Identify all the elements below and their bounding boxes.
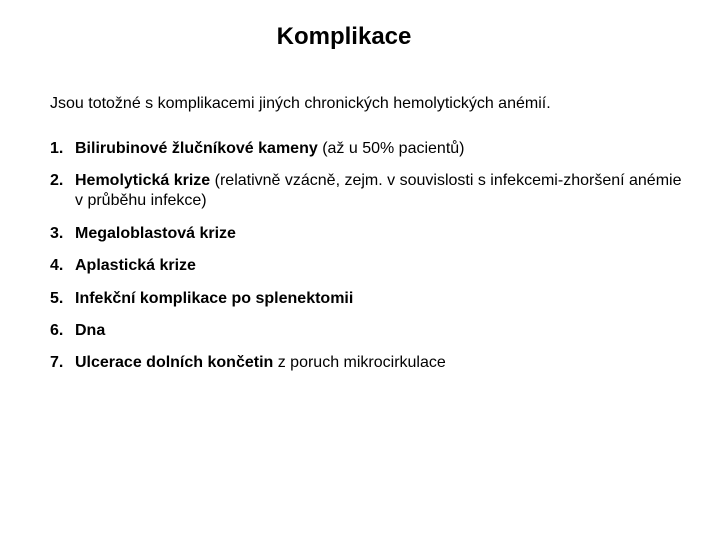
list-item-bold-text: Ulcerace dolních končetin [75,354,274,372]
list-item-bold-text: Bilirubinové žlučníkové kameny [75,140,318,157]
list-item-bold-text: Aplastická krize [75,257,196,275]
list-item [50,139,690,159]
list-item-text: z poruch mikrocirkulace [273,354,446,372]
list-item-bold-text: Hemolytická krize [75,172,211,190]
list-item-bold-text: Megaloblastová krize [75,224,236,242]
list-item [50,171,690,211]
list-item-number: 1. [50,140,64,157]
list-item-number: 3. [50,224,64,242]
list-item-number: 4. [50,257,64,275]
list-item-text: (relativně vzácně, zejm. v souvislosti s infekcemi-zhoršení anémie v průběhu infekce) [75,172,682,210]
list-item [50,224,690,244]
complications-list [50,139,690,386]
list-item-text: (až u 50% pacientů) [317,140,465,157]
slide-title: Komplikace [276,23,412,50]
intro-text: Jsou totožné s komplikacemi jiných chronických hemolytických anémií. [50,95,551,112]
list-item-number: 2. [50,172,64,190]
list-item [50,289,690,309]
list-item [50,353,690,373]
list-item-bold-text: Infekční komplikace po splenektomii [75,289,354,307]
list-item-number: 7. [50,354,64,372]
list-item [50,321,690,341]
list-item [50,256,690,276]
list-item-number: 6. [50,321,64,339]
list-item-number: 5. [50,289,64,307]
list-item-bold-text: Dna [75,321,106,339]
